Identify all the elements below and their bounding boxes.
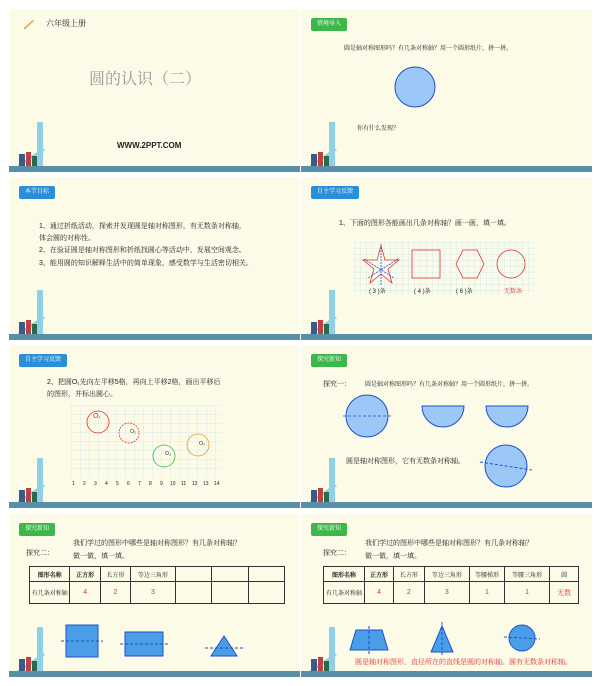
question-text: 圆是轴对称图形吗？有几条对称轴？用一个圆形纸片，拼一拼。: [344, 46, 513, 52]
books-icon: [309, 458, 349, 502]
books-icon: [17, 458, 57, 502]
bottom-bar: [301, 502, 592, 508]
section-tag: 情境导入: [311, 18, 347, 31]
isosceles-triangle-shape: [429, 625, 455, 653]
pencil-icon: [23, 19, 35, 29]
slide-4: [301, 177, 592, 340]
goal-1: 1、通过折纸活动，探索并发现圆是轴对称图形，有无数条对称轴，: [39, 223, 246, 230]
label-o2: O₂: [130, 429, 136, 435]
section-tag: 本节目标: [19, 186, 55, 199]
slide-3: [9, 177, 300, 340]
table-header-row: 图形名称 正方形 长方形 等边三角形: [30, 567, 285, 582]
question-line-2: 的图形，并标出圆心。: [47, 391, 117, 398]
table-row: 有几条对称轴 4 2 3 1 1 无数: [324, 582, 579, 604]
instruction-text: 做一做，填一填。: [73, 553, 129, 560]
conclusion-text: 圆是轴对称图形，直径所在的直线是圆的对称轴。圆有无数条对称轴。: [355, 659, 572, 666]
bottom-bar: [9, 166, 300, 172]
question-text: 我们学过的图形中哪些是轴对称图形？有几条对称轴？: [365, 540, 533, 547]
books-icon: [17, 290, 57, 334]
x-axis-labels: 1 2 3 4 5 6 7 8 9 10 11 12 13 14: [72, 481, 220, 487]
explore-label: 探究二：: [323, 550, 351, 557]
section-tag: 探究新知: [311, 523, 347, 536]
slide-2: [301, 9, 592, 172]
section-tag: 探究新知: [311, 354, 347, 367]
question-text: 圆是轴对称图形吗？有几条对称轴？用一个圆形纸片，拼一拼。: [365, 382, 534, 388]
half-circle-1: [421, 405, 465, 427]
section-tag: 探究新知: [19, 523, 55, 536]
answer-hexagon: ( 6 )条: [456, 289, 473, 295]
axis-table: [29, 566, 285, 604]
slide-1: [9, 9, 300, 172]
label-o3: O₃: [165, 451, 171, 457]
page-title: 圆的认识（二）: [89, 71, 202, 88]
goal-1-cont: 体会圆的对称性。: [39, 235, 95, 242]
site-label: WWW.2PPT.COM: [117, 141, 182, 150]
goal-2: 2、在验证圆是轴对称图形和折纸找圆心等活动中，发展空间观念。: [39, 247, 246, 254]
bottom-bar: [9, 502, 300, 508]
bottom-bar: [9, 671, 300, 677]
axis-table: [323, 566, 579, 604]
question-text: 我们学过的图形中哪些是轴对称图形？有几条对称轴？: [73, 540, 241, 547]
grade-label: 六年级上册: [46, 19, 86, 28]
slide-5: [9, 345, 300, 508]
triangle-shape: [207, 635, 241, 657]
rectangle-shape: [124, 631, 164, 657]
goal-3: 3、能用圆的知识解释生活中的简单现象，感受数学与生活密切相关。: [39, 260, 253, 267]
books-icon: [309, 290, 349, 334]
explore-label: 探究二：: [26, 550, 54, 557]
bottom-bar: [301, 671, 592, 677]
question-text: 1、下面的图形各能画出几条对称轴？画一画，填一填。: [339, 220, 511, 227]
answer-square: ( 4 )条: [414, 289, 431, 295]
slide-8: [301, 514, 592, 677]
books-icon: [309, 627, 349, 671]
books-icon: [17, 122, 57, 166]
instruction-text: 做一做，填一填。: [365, 553, 421, 560]
slide-7: [9, 514, 300, 677]
label-o1: O₁: [93, 413, 101, 420]
section-tag: 自主学习反馈: [19, 354, 67, 367]
slide-6: [301, 345, 592, 508]
answer-circle: 无数条: [504, 289, 523, 295]
section-tag: 自主学习反馈: [311, 186, 359, 199]
square-shape: [65, 624, 99, 658]
books-icon: [309, 122, 349, 166]
explore-label: 探究一：: [323, 381, 351, 388]
bottom-bar: [301, 334, 592, 340]
table-row: 有几条对称轴 4 2 3: [30, 582, 285, 604]
trapezoid-shape: [349, 629, 389, 651]
half-circle-2: [485, 405, 529, 427]
bottom-bar: [301, 166, 592, 172]
label-o4: O₄: [199, 441, 205, 447]
prompt-text: 你有什么发现？: [357, 126, 400, 132]
circle-axis: [484, 444, 528, 488]
circle-shape: [394, 66, 436, 108]
books-icon: [17, 627, 57, 671]
circle-shape: [508, 624, 536, 652]
conclusion-text: 圆是轴对称图形，它有无数条对称轴。: [346, 458, 465, 465]
bottom-bar: [9, 334, 300, 340]
answer-star: ( 3 )条: [369, 289, 386, 295]
circle-folded: [345, 394, 389, 438]
table-header-row: 图形名称 正方形 长方形 等边三角形 等腰梯形 等腰三角形 圆: [324, 567, 579, 582]
question-line-1: 2、把圆O₁先向左平移5格，再向上平移2格，画出平移后: [47, 379, 221, 386]
